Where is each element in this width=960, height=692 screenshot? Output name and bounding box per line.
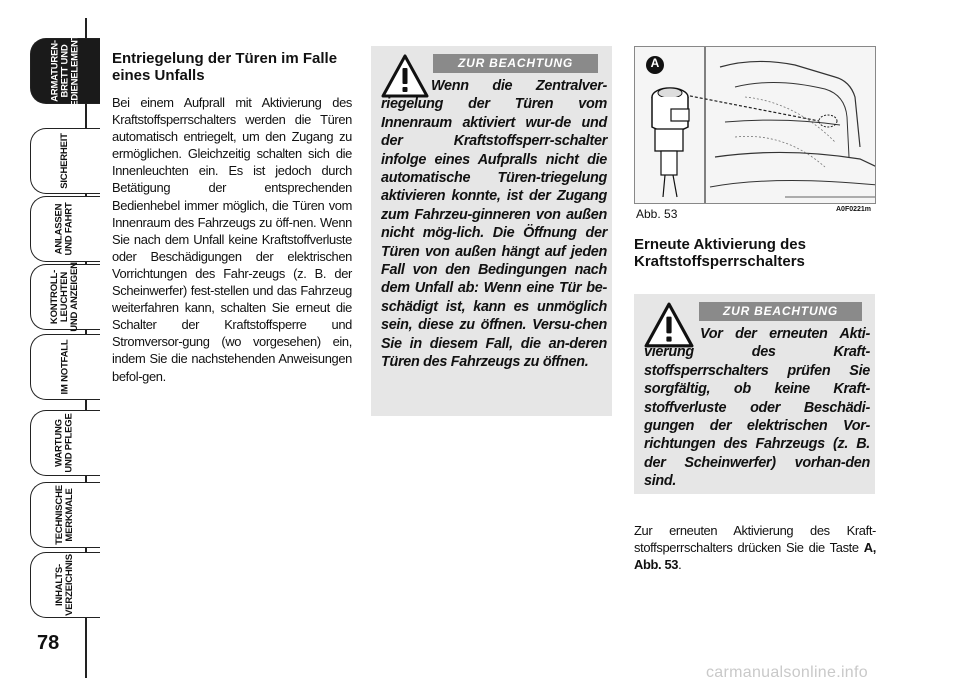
figure-abb-53	[634, 46, 876, 204]
figure-code: A0F0221m	[836, 206, 872, 213]
warning-text: Vor der erneuten Akti-vierung des Kraft-stoffsperrschalters prüfen Sie sorgfältig, ob keine Kraft-stoffverluste oder Beschädi-gungen der elektrischen Vor-richtungen des Fahrzeugs (z. B. der Scheinwerfer) vorhan-den sind.	[644, 326, 870, 490]
tab-label: ARMATUREN- BRETT UND BEDIENELEMENTE	[49, 28, 81, 114]
section-heading: Entriegelung der Türen im Falle eines Unfalls	[112, 50, 338, 84]
section-body: Bei einem Aufprall mit Aktivierung des Kraftstoffsperrschalters werden die Türen automatisch entriegelt, um den Zugang zu ermöglichen. Gleichzeitig schalten sich die Innenleuchten ein. Es ist jedoch durch Betätigung der entsprechenden Bedienhebel immer möglich, die Türen vom Innenraum des Fahrzeugs zu öff-nen. Wenn Sie nach dem Unfall keine Kraftstoffverluste oder Beschädigungen der elektrischen Vorrichtungen des Fahr-zeugs (z. B. der Scheinwerfer) fest-stellen und das Fahrzeug weiterfahren kann, schalten Sie erneut die Schalter der Kraftstoffsperre und Stromversor-gung (wo vorgesehen) ein, indem Sie die nachstehenden Anweisungen befol-gen.	[112, 95, 352, 384]
tab-label: IM NOTFALL	[59, 339, 70, 395]
reactivation-instruction	[634, 522, 876, 573]
tab-label: KONTROLL- LEUCHTEN UND ANZEIGEN	[49, 262, 80, 332]
tab-technische-merkmale[interactable]	[30, 482, 100, 548]
tab-label: TECHNISCHE MERKMALE	[53, 485, 75, 545]
warning-box	[634, 294, 875, 494]
chapter-sidebar	[0, 0, 100, 692]
tab-label: ANLASSEN UND FAHRT	[54, 202, 75, 256]
warning-text: Wenn die Zentralver-riegelung der Türen vom Innenraum aktiviert wur-de und der Kraftstoffsperr-schalter infolge eines Aufpralls nicht die automatische Türen-triegelung aktivieren konnte, ist der Zugang zum Fahrzeu-ginneren von außen nicht mög-lich. Die Öffnung der Türen von außen hängt auf jeden Fall von den Bedingungen nach dem Unfall ab: Wenn eine Tür be-schädigt ist, kann es unmöglich sein, diese zu öffnen. Versu-chen Sie in diesem Fall, die an-deren Türen des Fahrzeugs zu öffnen.	[381, 78, 607, 371]
page-number: 78	[37, 632, 60, 654]
figure-caption: Abb. 53	[636, 207, 678, 221]
instruction-end: .	[678, 557, 682, 573]
tab-wartung[interactable]	[30, 410, 100, 476]
figure-reference: A, Abb. 53	[634, 540, 876, 573]
tab-inhaltsverzeichnis[interactable]	[30, 552, 100, 618]
section-reaktivierung	[634, 236, 876, 280]
tab-armaturenbrett[interactable]	[30, 28, 100, 114]
warning-box	[371, 46, 612, 416]
tab-kontrollleuchten[interactable]	[30, 264, 100, 330]
watermark: carmanualsonline.info	[706, 664, 868, 681]
callout-a: A	[650, 56, 660, 70]
tab-im-notfall[interactable]	[30, 334, 100, 400]
tab-anlassen[interactable]	[30, 196, 100, 262]
tab-label: SICHERHEIT	[58, 133, 70, 189]
warning-header: ZUR BEACHTUNG	[699, 302, 862, 321]
section-unfall	[112, 50, 352, 385]
tab-sicherheit[interactable]	[30, 128, 100, 194]
instruction-text: Zur erneuten Aktivierung des Kraft-stoffsperrschalters drücken Sie die Taste	[634, 523, 876, 556]
warning-header: ZUR BEACHTUNG	[433, 54, 598, 73]
tab-label: WARTUNG UND PFLEGE	[53, 413, 75, 473]
tab-label: INHALTS- VERZEICHNIS	[53, 554, 75, 616]
section-heading: Erneute Aktivierung des Kraftstoffsperrschalters	[634, 236, 806, 270]
fuel-cutoff-switch-illustration	[635, 47, 876, 204]
